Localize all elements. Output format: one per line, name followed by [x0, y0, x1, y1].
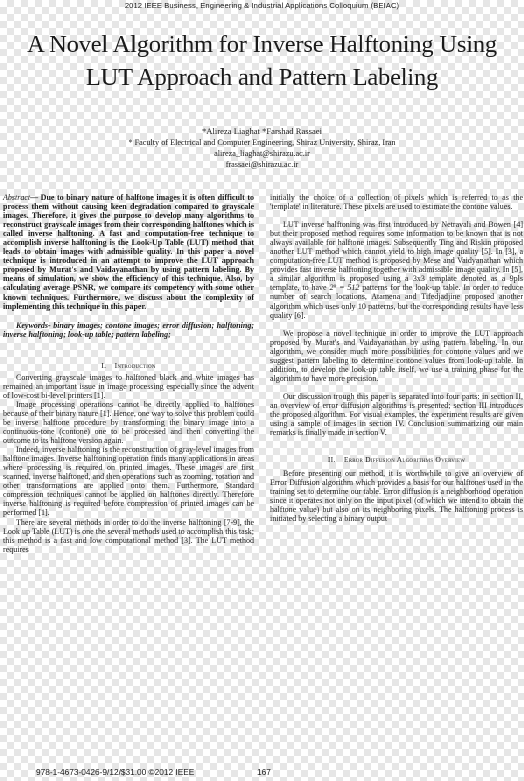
title-line-2: LUT Approach and Pattern Labeling: [85, 64, 439, 91]
conference-header: 2012 IEEE Business, Engineering & Industrial Applications Colloquium (BEIAC): [124, 1, 400, 10]
right-paragraph-5: Before presenting our method, it is worthwhile to give an overview of Error Diffusion algorithm which provides a basis for our halftones used in the training set to determine our table. Error diffusion is a neighborhood operation since it operates not only on the input pixel (of which we intend to obtain the halftone value) but also on its neighboring pixels. The halftoning process is initiated by selecting a binary output: [270, 469, 523, 524]
right-column: [270, 193, 523, 523]
section-2-number: II.: [327, 455, 336, 465]
left-column: [3, 193, 254, 554]
intro-paragraph-1: Converting grayscale images to halftoned black and white images has remained an important issue in image processing especially since the advent of low-cost bi-level printers [1].: [3, 372, 254, 400]
authors: *Alireza Liaghat *Farshad Rassaei: [201, 126, 323, 136]
keywords: Keywords- binary images; contone images; error diffusion; halftoning; inverse halftoning; look-up table; pattern labeling;: [3, 320, 254, 339]
section-2-heading: [270, 455, 523, 464]
section-1-title: Introduction: [114, 360, 156, 370]
right-paragraph-1: initially the choice of a collection of pixels which is referred to as the 'template' in literature. These pixels are used to estimate the contone values.: [270, 193, 523, 212]
paper-title: [10, 28, 514, 94]
intro-paragraph-4: There are several methods in order to do the inverse halftoning [7-9], the Look up Table (LUT) is one the several methods used to accomplish this task; this method is a fast and low computational method [3]. The LUT method requires: [3, 517, 254, 554]
affiliation: * Faculty of Electrical and Computer Engineering, Shiraz University, Shiraz, Iran: [128, 138, 396, 147]
footer-page-number: 167: [257, 767, 271, 777]
intro-paragraph-3: Indeed, inverse halftoning is the reconstruction of gray-level images from halftone images. Inverse halftoning operation finds many applications in areas where processing is required on printed images. These images are first scanned, inverse halftoned, and then operations such as zooming, rotation and other transformations are applied onto them. Furthermore, Standard compression techniques cannot be applied on halftones directly. Therefore inverse halftoning is required before compression of printed images can be performed [1].: [3, 445, 254, 518]
right-paragraph-4: Our discussion trough this paper is separated into four parts: in section II, an overview of error diffusion algorithms is presented; section III introduces the proposed algorithm. For visual examples, the experiment results are given using a sample of images in section IV. Conclusion summarizing our main remarks is finally made in section V.: [270, 391, 523, 438]
footer-copyright: 978-1-4673-0426-9/12/$31.00 ©2012 IEEE: [36, 767, 195, 777]
email-2: frassaei@shirazu.ac.ir: [225, 160, 299, 169]
formula-512: 2⁹ = 512: [329, 283, 360, 293]
right-paragraph-2-end: patterns for the look-up table. In order to reduce number of search locations, Atamena and Tifedjadjine proposed another algorithm which uses only 10 patterns, but the corresponding results have less quality [6].: [270, 283, 524, 320]
right-paragraph-2-start: LUT inverse halftoning was first introduced by Netravali and Bowen [4] but their proposed method requires some information to be known that is not always available for halftone images. Subsequently Ting and Riskin proposed another LUT method which cannot yield to high image quality [5]. In [3], a computation-free LUT method is proposed by Mese and Vaidyanathan which provides fast inverse halftoning together with admissible image quality. In [5], a similar algorithm is proposed using a 3x3 template denoted as a 9pls template, to have: [270, 220, 523, 293]
intro-paragraph-2: Image processing operations cannot be directly applied to halftones because of their binary nature [1]. Hence, one way to solve this problem could be inverse halftone procedure by transforming the binary image into a continuous-tone (contone) one to be processed and then converting the outcome to its halftone version again.: [3, 399, 254, 446]
section-2-title: Error Diffusion Algorithms Overview: [343, 455, 466, 465]
right-paragraph-2: [270, 220, 523, 320]
abstract-label: Abstract: [3, 193, 31, 202]
section-1-heading: [3, 361, 254, 370]
abstract-text: — Due to binary nature of halftone images it is often difficult to process them without causing keen degradation compared to grayscale images. Therefore, it gives the purpose to develop many algorithms to reconstruct grayscale images from their corresponding halftones which is called inverse halftoning. A fast and computation-free technique to accomplish inverse halftoning is the Look-Up Table (LUT) method that leads to obtain images with admissible quality. In this paper a novel technique is introduced in an attempt to improve the LUT approach proposed by Murat's and Vaidayanathan by using pattern labeling. By means of simulation, we show the efficiency of this technique. Also, by calculating average PSNR, we compare its competency with some other known techniques. Furthermore, we discuss about the complexity of implementing this technique in this paper.: [3, 193, 254, 311]
email-1: alireza_liaghat@shirazu.ac.ir: [214, 149, 310, 158]
title-line-1: A Novel Algorithm for Inverse Halftoning Using: [27, 31, 497, 58]
right-paragraph-3: We propose a novel technique in order to improve the LUT approach proposed by Murat's and Vaidayanathan by using pattern labeling. In our algorithm, we consider much more possibilities for contone values and we suggest pattern labeling to determine contone values from look-up table. In addition, to develop the look-up table itself, we use a training phase for the algorithm to have more precision.: [270, 328, 523, 383]
abstract: [3, 193, 254, 311]
section-1-number: I.: [101, 360, 107, 370]
